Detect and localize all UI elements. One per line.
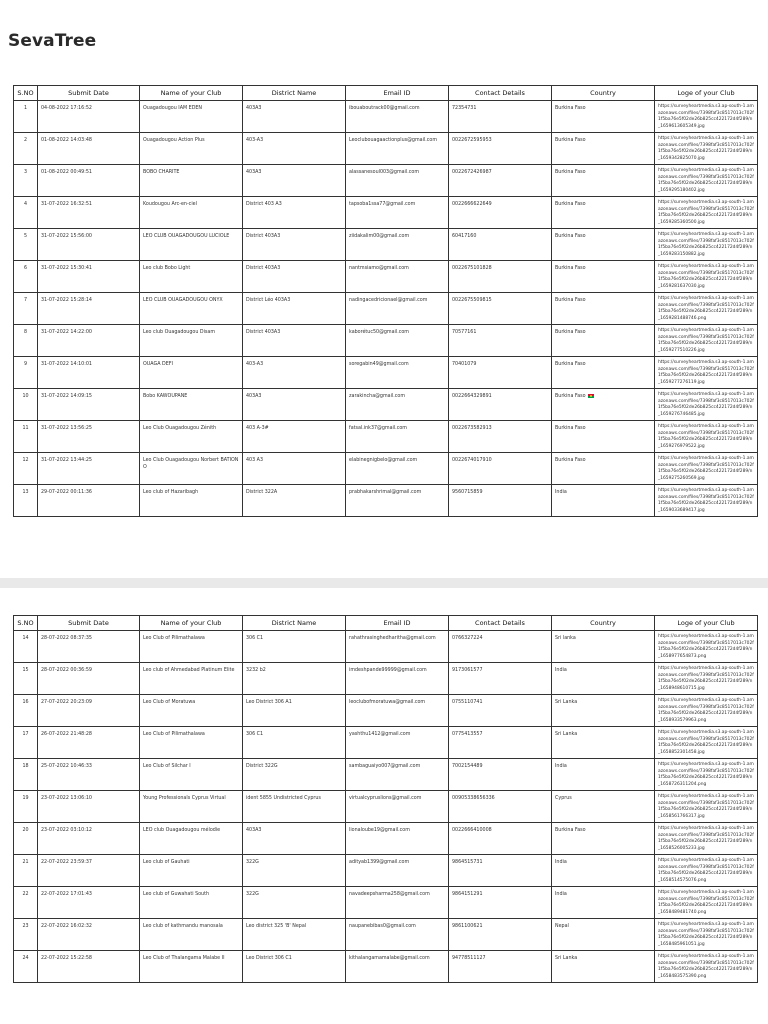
cell-email-id: navadeepsharma258@gmail.com (346, 887, 449, 919)
cell-district-name: District 403A3 (243, 325, 346, 357)
cell-country: Burkina Faso (552, 357, 655, 389)
cell-country: Burkina Faso (552, 101, 655, 133)
cell-submit-date: 23-07-2022 03:10:12 (38, 823, 140, 855)
cell-country: India (552, 855, 655, 887)
cell-sno: 22 (14, 887, 38, 919)
cell-club-logo-url: https://surveyheartmedia.s3.ap-south-1.amazonaws.com/files/7398faf3c8517013c702f1f5ba76e5f02de26b825cc422172d4f289/n_1658852301458.jpg (655, 727, 758, 759)
cell-email-id: nadingacedricionael@gmail.com (346, 293, 449, 325)
submissions-table (13, 615, 758, 983)
cell-submit-date: 01-08-2022 14:03:48 (38, 133, 140, 165)
table-row (14, 695, 758, 727)
cell-district-name: District 322G (243, 759, 346, 791)
cell-submit-date: 31-07-2022 15:30:41 (38, 261, 140, 293)
submissions-table (13, 85, 758, 517)
table-row (14, 325, 758, 357)
cell-email-id: sambaguaiyo007@gmail.com (346, 759, 449, 791)
cell-club-logo-url: https://surveyheartmedia.s3.ap-south-1.amazonaws.com/files/7398faf3c8517013c702f1f5ba76e5f02de26b825cc422172d4f289/n_1659613605349.jpg (655, 101, 758, 133)
cell-email-id: alassanesoul003@gmail.com (346, 165, 449, 197)
cell-submit-date: 31-07-2022 14:10:01 (38, 357, 140, 389)
page-separator (0, 578, 768, 588)
header-row (14, 86, 758, 101)
cell-club-logo-url: https://surveyheartmedia.s3.ap-south-1.amazonaws.com/files/7398faf3c8517013c702f1f5ba76e5f02de26b825cc422172d4f289/n_1658948610715.jpg (655, 663, 758, 695)
cell-contact-details: 70401079 (449, 357, 552, 389)
cell-club-logo-url: https://surveyheartmedia.s3.ap-south-1.amazonaws.com/files/7398faf3c8517013c702f1f5ba76e5f02de26b825cc422172d4f289/n_1658485961051.jpg (655, 919, 758, 951)
table-row (14, 887, 758, 919)
cell-email-id: rahathrasinghedharitha@gmail.com (346, 631, 449, 663)
cell-email-id: lionaloube19@gmail.com (346, 823, 449, 855)
cell-sno: 24 (14, 951, 38, 983)
cell-email-id: prabhakarshrimal@gmail.com (346, 485, 449, 517)
column-header-contact-details: Contact Details (449, 616, 552, 631)
cell-club-name: Leo Club of Thalangama Malabe II (140, 951, 243, 983)
cell-email-id: fatsal.ink37@gmail.com (346, 421, 449, 453)
cell-club-name: Koudougou Arc-en-ciel (140, 197, 243, 229)
cell-email-id: leoclubofmoratuwa@gmail.com (346, 695, 449, 727)
cell-contact-details: 0755110741 (449, 695, 552, 727)
column-header-submit-date: Submit Date (38, 616, 140, 631)
cell-club-logo-url: https://surveyheartmedia.s3.ap-south-1.amazonaws.com/files/7398faf3c8517013c702f1f5ba76e5f02de26b825cc422172d4f289/n_1658514575076.png (655, 855, 758, 887)
column-header-sno: S.NO (14, 86, 38, 101)
cell-contact-details: 60417160 (449, 229, 552, 261)
cell-submit-date: 31-07-2022 14:09:15 (38, 389, 140, 421)
cell-email-id: soregabin49@gmail.com (346, 357, 449, 389)
table-row (14, 453, 758, 485)
cell-submit-date: 31-07-2022 16:32:51 (38, 197, 140, 229)
cell-submit-date: 01-08-2022 00:49:51 (38, 165, 140, 197)
cell-contact-details: 0022666410008 (449, 823, 552, 855)
cell-sno: 10 (14, 389, 38, 421)
cell-contact-details: 0022672426987 (449, 165, 552, 197)
cell-district-name: 403 A-3# (243, 421, 346, 453)
cell-district-name: 306 C1 (243, 727, 346, 759)
table-row (14, 133, 758, 165)
column-header-email-id: Email ID (346, 616, 449, 631)
table-row (14, 485, 758, 517)
cell-submit-date: 22-07-2022 17:01:43 (38, 887, 140, 919)
cell-sno: 3 (14, 165, 38, 197)
column-header-club-name: Name of your Club (140, 86, 243, 101)
cell-sno: 7 (14, 293, 38, 325)
table-row (14, 229, 758, 261)
table-row (14, 389, 758, 421)
cell-club-logo-url: https://surveyheartmedia.s3.ap-south-1.amazonaws.com/files/7398faf3c8517013c702f1f5ba76e5f02de26b825cc422172d4f289/n_1659281488746.png (655, 293, 758, 325)
cell-district-name: District 322A (243, 485, 346, 517)
cell-contact-details: 9864151291 (449, 887, 552, 919)
cell-district-name: District 403A3 (243, 261, 346, 293)
cell-club-name: Leo club of Gauhati (140, 855, 243, 887)
cell-district-name: District 403 A3 (243, 197, 346, 229)
cell-district-name: 403-A3 (243, 133, 346, 165)
cell-country: India (552, 485, 655, 517)
cell-club-logo-url: https://surveyheartmedia.s3.ap-south-1.amazonaws.com/files/7398faf3c8517013c702f1f5ba76e5f02de26b825cc422172d4f289/n_1658483575390.png (655, 951, 758, 983)
table-row (14, 357, 758, 389)
table-row (14, 919, 758, 951)
table-row (14, 165, 758, 197)
cell-submit-date: 31-07-2022 13:44:25 (38, 453, 140, 485)
cell-district-name: Leo district 325 'B' Nepal (243, 919, 346, 951)
cell-club-name: Leo club of Ahmedabad Platinum Elite (140, 663, 243, 695)
table-row (14, 855, 758, 887)
cell-club-logo-url: https://surveyheartmedia.s3.ap-south-1.amazonaws.com/files/7398faf3c8517013c702f1f5ba76e5f02de26b825cc422172d4f289/n_1659295180402.jpg (655, 165, 758, 197)
cell-club-name: Leo Club of Pilimathalawa (140, 631, 243, 663)
burkina-faso-flag-icon (588, 394, 594, 398)
cell-country: Burkina Faso (552, 389, 655, 421)
cell-contact-details: 0022675509815 (449, 293, 552, 325)
cell-contact-details: 70577161 (449, 325, 552, 357)
cell-contact-details: 9864515731 (449, 855, 552, 887)
cell-club-logo-url: https://surveyheartmedia.s3.ap-south-1.amazonaws.com/files/7398faf3c8517013c702f1f5ba76e5f02de26b825cc422172d4f289/n_1659275260569.jpg (655, 453, 758, 485)
brand-title: SevaTree (8, 31, 97, 51)
cell-district-name: Leo District 306 C1 (243, 951, 346, 983)
cell-club-logo-url: https://surveyheartmedia.s3.ap-south-1.amazonaws.com/files/7398faf3c8517013c702f1f5ba76e5f02de26b825cc422172d4f289/n_1659277510226.jpg (655, 325, 758, 357)
cell-club-name: Leo Club of Silchar I (140, 759, 243, 791)
cell-club-name: Leo club of kathmandu manosala (140, 919, 243, 951)
cell-contact-details: 7002154489 (449, 759, 552, 791)
cell-email-id: nantmsiamo@gmail.com (346, 261, 449, 293)
cell-district-name: ident 5855 Undistricted Cyprus (243, 791, 346, 823)
cell-email-id: kaborétuc50@gmail.com (346, 325, 449, 357)
cell-country: Burkina Faso (552, 261, 655, 293)
cell-submit-date: 25-07-2022 10:46:33 (38, 759, 140, 791)
cell-sno: 21 (14, 855, 38, 887)
cell-club-name: BOBO CHARITE (140, 165, 243, 197)
cell-submit-date: 23-07-2022 13:06:10 (38, 791, 140, 823)
cell-email-id: virtualcypruslions@gmail.com (346, 791, 449, 823)
table-row (14, 101, 758, 133)
cell-country: Nepal (552, 919, 655, 951)
cell-club-name: Young Professionals Cyprus Virtual (140, 791, 243, 823)
cell-email-id: zarakincha@gmail.com (346, 389, 449, 421)
cell-club-logo-url: https://surveyheartmedia.s3.ap-south-1.amazonaws.com/files/7398faf3c8517013c702f1f5ba76e5f02de26b825cc422172d4f289/n_1659276746485.jpg (655, 389, 758, 421)
cell-club-name: Leo Club Ouagadougou Norbert BATIONO (140, 453, 243, 485)
cell-submit-date: 26-07-2022 21:48:28 (38, 727, 140, 759)
cell-email-id: Leoclubouagaactionplus@gmail.com (346, 133, 449, 165)
cell-submit-date: 31-07-2022 14:22:00 (38, 325, 140, 357)
cell-submit-date: 04-08-2022 17:16:52 (38, 101, 140, 133)
cell-sno: 20 (14, 823, 38, 855)
cell-email-id: imdeshpande99999@gmail.com (346, 663, 449, 695)
table-row (14, 631, 758, 663)
cell-club-name: LEO CLUB OUAGADOUGOU LUCIOLE (140, 229, 243, 261)
cell-submit-date: 28-07-2022 08:37:35 (38, 631, 140, 663)
cell-country: Burkina Faso (552, 325, 655, 357)
cell-sno: 13 (14, 485, 38, 517)
cell-submit-date: 31-07-2022 15:28:14 (38, 293, 140, 325)
cell-sno: 2 (14, 133, 38, 165)
table-row (14, 791, 758, 823)
cell-contact-details: 9173061577 (449, 663, 552, 695)
cell-sno: 9 (14, 357, 38, 389)
column-header-club-name: Name of your Club (140, 616, 243, 631)
cell-contact-details: 72354731 (449, 101, 552, 133)
table-row (14, 759, 758, 791)
cell-sno: 23 (14, 919, 38, 951)
cell-contact-details: 9861100621 (449, 919, 552, 951)
cell-submit-date: 22-07-2022 16:02:32 (38, 919, 140, 951)
cell-submit-date: 27-07-2022 20:23:09 (38, 695, 140, 727)
cell-district-name: 3232 b2 (243, 663, 346, 695)
cell-country: Burkina Faso (552, 823, 655, 855)
cell-country: Cyprus (552, 791, 655, 823)
column-header-submit-date: Submit Date (38, 86, 140, 101)
table-row (14, 727, 758, 759)
cell-district-name: 306 C1 (243, 631, 346, 663)
cell-district-name: 403 A3 (243, 453, 346, 485)
cell-contact-details: 0022666622649 (449, 197, 552, 229)
cell-club-name: Ouagadougou Action Plus (140, 133, 243, 165)
cell-contact-details: 9560715859 (449, 485, 552, 517)
cell-club-logo-url: https://surveyheartmedia.s3.ap-south-1.amazonaws.com/files/7398faf3c8517013c702f1f5ba76e5f02de26b825cc422172d4f289/n_1658977654873.png (655, 631, 758, 663)
cell-club-name: LEO CLUB OUAGADOUGOU ONYX (140, 293, 243, 325)
cell-district-name: 403A3 (243, 389, 346, 421)
cell-country: Sri Lanka (552, 951, 655, 983)
cell-district-name: 322G (243, 855, 346, 887)
cell-sno: 12 (14, 453, 38, 485)
column-header-country: Country (552, 86, 655, 101)
cell-email-id: ziidakalim00@gmail.com (346, 229, 449, 261)
cell-country: Sri lanka (552, 631, 655, 663)
column-header-district-name: District Name (243, 616, 346, 631)
cell-contact-details: 0022674017910 (449, 453, 552, 485)
cell-club-logo-url: https://surveyheartmedia.s3.ap-south-1.amazonaws.com/files/7398faf3c8517013c702f1f5ba76e5f02de26b825cc422172d4f289/n_1659285360500.jpg (655, 197, 758, 229)
cell-country: India (552, 887, 655, 919)
cell-submit-date: 22-07-2022 23:59:37 (38, 855, 140, 887)
cell-submit-date: 28-07-2022 00:36:59 (38, 663, 140, 695)
table-row (14, 421, 758, 453)
cell-country: India (552, 663, 655, 695)
cell-district-name: 403A3 (243, 165, 346, 197)
cell-country: India (552, 759, 655, 791)
cell-country: Sri Lanka (552, 695, 655, 727)
cell-club-logo-url: https://surveyheartmedia.s3.ap-south-1.amazonaws.com/files/7398faf3c8517013c702f1f5ba76e5f02de26b825cc422172d4f289/n_1659342825070.jpg (655, 133, 758, 165)
cell-club-name: Leo Club Ouagadougou Zénith (140, 421, 243, 453)
cell-club-logo-url: https://surveyheartmedia.s3.ap-south-1.amazonaws.com/files/7398faf3c8517013c702f1f5ba76e5f02de26b825cc422172d4f289/n_1658933579963.png (655, 695, 758, 727)
cell-club-name: Ouagadougou IAM EDEN (140, 101, 243, 133)
cell-submit-date: 22-07-2022 15:22:58 (38, 951, 140, 983)
cell-sno: 14 (14, 631, 38, 663)
cell-email-id: adityab1399@gmail.com (346, 855, 449, 887)
column-header-email-id: Email ID (346, 86, 449, 101)
cell-country: Burkina Faso (552, 293, 655, 325)
cell-contact-details: 0766327224 (449, 631, 552, 663)
cell-email-id: tapsoba1ssa77@gmail.com (346, 197, 449, 229)
cell-country: Burkina Faso (552, 229, 655, 261)
cell-sno: 1 (14, 101, 38, 133)
cell-email-id: ibouaboutrack00@gmail.com (346, 101, 449, 133)
cell-country: Burkina Faso (552, 165, 655, 197)
table-row (14, 261, 758, 293)
cell-club-logo-url: https://surveyheartmedia.s3.ap-south-1.amazonaws.com/files/7398faf3c8517013c702f1f5ba76e5f02de26b825cc422172d4f289/n_1659281637030.jpg (655, 261, 758, 293)
column-header-sno: S.NO (14, 616, 38, 631)
cell-club-name: Leo club Ouagadougou Disam (140, 325, 243, 357)
cell-email-id: kithalangamamalabe@gmail.com (346, 951, 449, 983)
table-row (14, 197, 758, 229)
cell-sno: 15 (14, 663, 38, 695)
cell-contact-details: 0022675101828 (449, 261, 552, 293)
cell-club-name: OUAGA DEFI (140, 357, 243, 389)
cell-club-name: LEO club Ouagadougou mélodie (140, 823, 243, 855)
table-row (14, 663, 758, 695)
cell-country: Burkina Faso (552, 453, 655, 485)
cell-club-logo-url: https://surveyheartmedia.s3.ap-south-1.amazonaws.com/files/7398faf3c8517013c702f1f5ba76e5f02de26b825cc422172d4f289/n_1659283150882.jpg (655, 229, 758, 261)
cell-contact-details: 0022672595953 (449, 133, 552, 165)
cell-club-logo-url: https://surveyheartmedia.s3.ap-south-1.amazonaws.com/files/7398faf3c8517013c702f1f5ba76e5f02de26b825cc422172d4f289/n_1658489481740.png (655, 887, 758, 919)
cell-club-logo-url: https://surveyheartmedia.s3.ap-south-1.amazonaws.com/files/7398faf3c8517013c702f1f5ba76e5f02de26b825cc422172d4f289/n_1658561766317.jpg (655, 791, 758, 823)
cell-contact-details: 0022664329891 (449, 389, 552, 421)
column-header-contact-details: Contact Details (449, 86, 552, 101)
cell-club-logo-url: https://surveyheartmedia.s3.ap-south-1.amazonaws.com/files/7398faf3c8517013c702f1f5ba76e5f02de26b825cc422172d4f289/n_1658526005233.jpg (655, 823, 758, 855)
cell-email-id: elabinegnigbelo@gmail.com (346, 453, 449, 485)
cell-country: Burkina Faso (552, 421, 655, 453)
column-header-club-logo-url: Loge of your Club (655, 86, 758, 101)
cell-club-name: Bobo KAWOUPANE (140, 389, 243, 421)
cell-sno: 16 (14, 695, 38, 727)
cell-district-name: Leo District 306 A1 (243, 695, 346, 727)
cell-club-logo-url: https://surveyheartmedia.s3.ap-south-1.amazonaws.com/files/7398faf3c8517013c702f1f5ba76e5f02de26b825cc422172d4f289/n_1659033689417.jpg (655, 485, 758, 517)
cell-contact-details: 0775413557 (449, 727, 552, 759)
cell-email-id: naupanebibas0@gmail.com (346, 919, 449, 951)
column-header-country: Country (552, 616, 655, 631)
table-row (14, 951, 758, 983)
cell-sno: 5 (14, 229, 38, 261)
cell-district-name: District 403A3 (243, 229, 346, 261)
cell-sno: 19 (14, 791, 38, 823)
header-row (14, 616, 758, 631)
cell-club-logo-url: https://surveyheartmedia.s3.ap-south-1.amazonaws.com/files/7398faf3c8517013c702f1f5ba76e5f02de26b825cc422172d4f289/n_1658726311204.png (655, 759, 758, 791)
cell-contact-details: 94778511127 (449, 951, 552, 983)
cell-district-name: 403A3 (243, 101, 346, 133)
cell-club-logo-url: https://surveyheartmedia.s3.ap-south-1.amazonaws.com/files/7398faf3c8517013c702f1f5ba76e5f02de26b825cc422172d4f289/n_1659276979522.jpg (655, 421, 758, 453)
cell-club-name: Leo club of Hazaribagh (140, 485, 243, 517)
table-row (14, 823, 758, 855)
cell-country: Burkina Faso (552, 197, 655, 229)
cell-sno: 18 (14, 759, 38, 791)
cell-sno: 6 (14, 261, 38, 293)
table-row (14, 293, 758, 325)
cell-club-name: Leo club of Guwahati South (140, 887, 243, 919)
cell-sno: 4 (14, 197, 38, 229)
column-header-district-name: District Name (243, 86, 346, 101)
cell-submit-date: 31-07-2022 15:56:00 (38, 229, 140, 261)
cell-submit-date: 31-07-2022 13:56:25 (38, 421, 140, 453)
cell-country: Sri Lanka (552, 727, 655, 759)
cell-submit-date: 29-07-2022 00:11:36 (38, 485, 140, 517)
cell-district-name: 322G (243, 887, 346, 919)
cell-email-id: yashthu1412@gmail.com (346, 727, 449, 759)
cell-country: Burkina Faso (552, 133, 655, 165)
cell-sno: 11 (14, 421, 38, 453)
cell-club-name: Leo Club of Moratuwa (140, 695, 243, 727)
cell-club-logo-url: https://surveyheartmedia.s3.ap-south-1.amazonaws.com/files/7398faf3c8517013c702f1f5ba76e5f02de26b825cc422172d4f289/n_1659277276119.jpg (655, 357, 758, 389)
cell-contact-details: 00905338656336 (449, 791, 552, 823)
cell-club-name: Leo Club of Pilimathalawa (140, 727, 243, 759)
cell-district-name: District Léo 403A3 (243, 293, 346, 325)
cell-district-name: 403-A3 (243, 357, 346, 389)
column-header-club-logo-url: Loge of your Club (655, 616, 758, 631)
cell-contact-details: 0022673582913 (449, 421, 552, 453)
cell-district-name: 403A3 (243, 823, 346, 855)
cell-sno: 8 (14, 325, 38, 357)
cell-sno: 17 (14, 727, 38, 759)
cell-club-name: Leo club Bobo Light (140, 261, 243, 293)
